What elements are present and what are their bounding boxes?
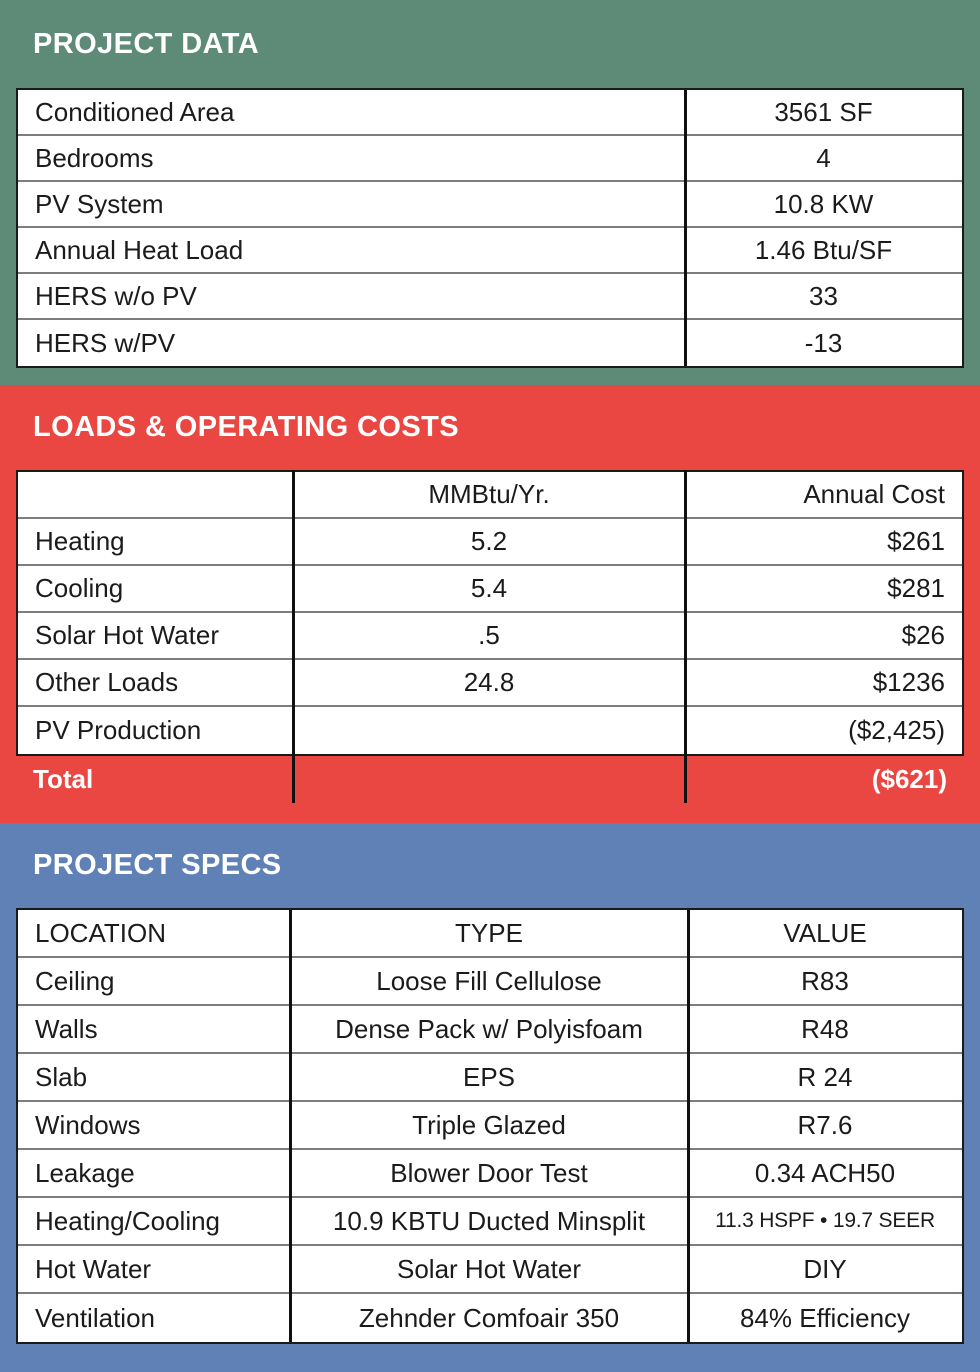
row-type: Solar Hot Water [397, 1253, 581, 1284]
row-value: R48 [801, 1013, 849, 1044]
row-cost: $281 [887, 573, 945, 603]
row-value: R7.6 [797, 1109, 853, 1140]
row-cost: $26 [901, 620, 945, 650]
column-divider [687, 910, 690, 1342]
table-row [18, 228, 962, 274]
table-row [18, 1006, 962, 1054]
row-location: Hot Water [35, 1253, 152, 1284]
column-divider [289, 910, 292, 1342]
total-row [16, 756, 964, 803]
row-label: Bedrooms [35, 142, 154, 173]
table-row [18, 1150, 962, 1198]
table-row [18, 958, 962, 1006]
row-type: EPS [462, 1061, 516, 1092]
total-cost: ($621) [871, 764, 947, 794]
row-label: PV System [35, 188, 164, 219]
row-label: HERS w/o PV [35, 280, 197, 311]
project-data-table [16, 88, 964, 368]
row-cost: $1236 [872, 667, 945, 697]
row-mmbtu: 24.8 [463, 667, 515, 697]
row-location: Walls [35, 1013, 98, 1044]
table-row [18, 320, 962, 366]
table-row [18, 274, 962, 320]
row-value: 1.46 Btu/SF [754, 234, 893, 265]
row-location: Windows [35, 1109, 141, 1140]
row-location: Ceiling [35, 965, 115, 996]
table-row [18, 1054, 962, 1102]
section-project-data [0, 0, 980, 385]
specs-header [16, 823, 964, 908]
row-cost: ($2,425) [848, 715, 945, 745]
row-label: Conditioned Area [35, 96, 235, 127]
project-data-title: PROJECT DATA [33, 27, 260, 60]
table-row [18, 1102, 962, 1150]
row-type: Blower Door Test [390, 1157, 588, 1188]
column-divider [292, 470, 295, 803]
project-data-header [16, 0, 964, 88]
row-value: 0.34 ACH50 [754, 1157, 896, 1188]
row-label: Other Loads [35, 667, 179, 697]
row-mmbtu: 5.2 [470, 526, 508, 556]
specs-title: PROJECT SPECS [33, 849, 282, 881]
row-location: Slab [35, 1061, 88, 1092]
row-value: 33 [809, 280, 838, 311]
row-value: 11.3 HSPF • 19.7 SEER [715, 1209, 935, 1232]
table-row [18, 519, 962, 566]
column-header: Annual Cost [803, 479, 945, 509]
specs-table [16, 908, 964, 1344]
row-location: Heating/Cooling [35, 1205, 221, 1236]
table-row [18, 1246, 962, 1294]
row-location: Leakage [35, 1157, 135, 1188]
row-location: Ventilation [35, 1302, 155, 1333]
row-value: -13 [804, 327, 843, 358]
loads-title: LOADS & OPERATING COSTS [33, 411, 459, 443]
row-value: 4 [816, 142, 831, 173]
row-type: Loose Fill Cellulose [376, 965, 602, 996]
row-label: Cooling [35, 573, 124, 603]
total-label: Total [33, 764, 94, 794]
table-row [18, 182, 962, 228]
loads-table-wrap [16, 470, 964, 803]
table-row [18, 1198, 962, 1246]
table-header-row [18, 910, 962, 958]
row-label: Heating [35, 526, 125, 556]
row-label: PV Production [35, 715, 202, 745]
row-value: 10.8 KW [773, 188, 874, 219]
row-value: DIY [803, 1253, 847, 1284]
table-row [18, 707, 962, 754]
row-type: 10.9 KBTU Ducted Minsplit [332, 1205, 646, 1236]
table-row [18, 90, 962, 136]
row-value: R 24 [797, 1061, 853, 1092]
row-value: R83 [801, 965, 849, 996]
table-header-row [18, 472, 962, 519]
section-loads-operating-costs [0, 385, 980, 823]
table-row [18, 566, 962, 613]
column-header: LOCATION [35, 917, 166, 948]
column-divider [684, 90, 687, 366]
column-divider [684, 470, 687, 803]
row-value: 84% Efficiency [739, 1302, 911, 1333]
row-value: 3561 SF [774, 96, 873, 127]
column-header: VALUE [783, 917, 867, 948]
column-header: MMBtu/Yr. [428, 479, 550, 509]
row-type: Dense Pack w/ Polyisfoam [335, 1013, 643, 1044]
section-project-specs [0, 823, 980, 1372]
row-mmbtu: .5 [478, 620, 500, 650]
row-label: Annual Heat Load [35, 234, 244, 265]
row-label: Solar Hot Water [35, 620, 219, 650]
row-type: Zehnder Comfoair 350 [358, 1302, 620, 1333]
table-row [18, 613, 962, 660]
loads-header [16, 385, 964, 470]
row-label: HERS w/PV [35, 327, 176, 358]
row-type: Triple Glazed [412, 1109, 566, 1140]
table-row [18, 1294, 962, 1342]
row-mmbtu: 5.4 [470, 573, 508, 603]
column-header: TYPE [455, 917, 523, 948]
row-cost: $261 [887, 526, 945, 556]
table-row [18, 660, 962, 707]
table-row [18, 136, 962, 182]
loads-table [16, 470, 964, 756]
